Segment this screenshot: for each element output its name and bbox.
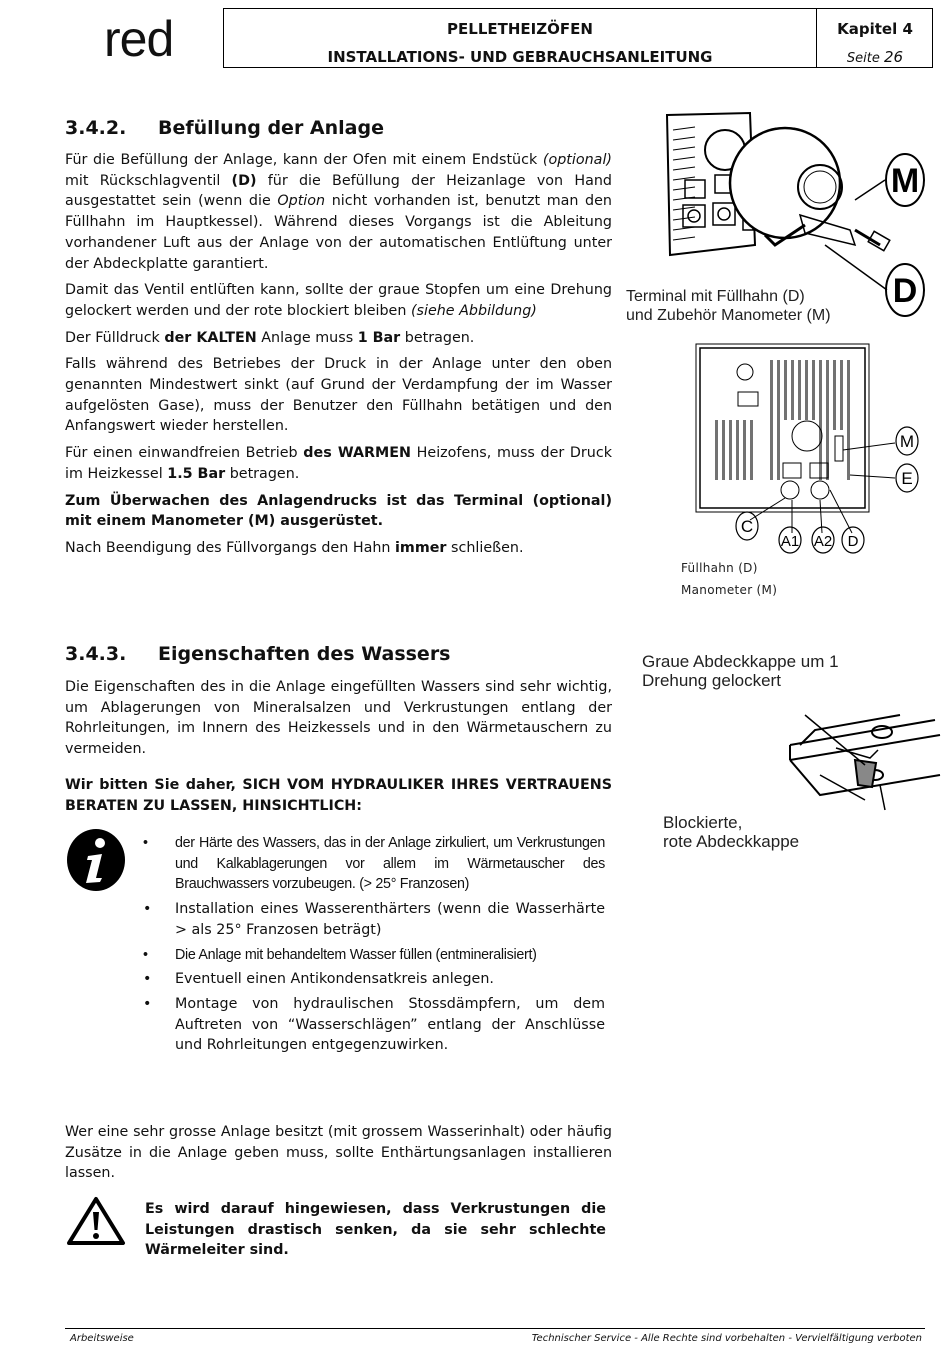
header-subtitle: INSTALLATIONS- UND GEBRAUCHSANLEITUNG <box>327 48 713 66</box>
warning-icon <box>66 1196 126 1246</box>
page-number: Seite 26 <box>846 48 904 66</box>
list-item: • Eventuell einen Antikondensatkreis anlegen. <box>137 969 605 990</box>
caps-figure <box>640 690 945 815</box>
footer-right: Technischer Service - Alle Rechte sind vorbehalten - Vervielfältigung verboten <box>531 1333 922 1344</box>
section-3-4-2-body <box>65 150 612 559</box>
warning-text: Es wird darauf hingewiesen, dass Verkrustungen die Leistungen drastisch senken, da sie sehr schlechte Wärmeleiter sind. <box>145 1201 606 1259</box>
label-a1: A1 <box>780 533 800 550</box>
label-d: D <box>847 533 859 550</box>
paragraph: Die Eigenschaften des in die Anlage eingefüllten Wassers sind sehr wichtig, um Ablagerungen von Mineralsalzen und Verkrustungen entlang der Rohrleitungen, im Innern des Heizkessels und in den Wärmetauschern zu vermeiden. <box>65 679 612 758</box>
front-panel-figure <box>680 340 930 555</box>
list-item: • Die Anlage mit behandeltem Wasser füllen (entmineralisiert) <box>137 945 605 966</box>
figure-caption: Füllhahn (D) Manometer (M) <box>681 561 778 597</box>
header-title: PELLETHEIZÖFEN <box>447 20 593 38</box>
label-m: M <box>890 162 920 200</box>
paragraph-bold: Wir bitten Sie daher, SICH VOM HYDRAULIKER IHRES VERTRAUENS BERATEN ZU LASSEN, HINSICHTLICH: <box>65 777 612 814</box>
section-heading-3-4-2: 3.4.2. Befüllung der Anlage <box>65 117 384 139</box>
chapter-label: Kapitel 4 <box>837 20 913 38</box>
paragraph-bold: Zum Überwachen des Anlagendrucks ist das Terminal (optional) mit einem Manometer (M) ausgerüstet. <box>65 492 612 530</box>
label-d: D <box>892 272 918 310</box>
paragraph: Falls während des Betriebes der Druck in der Anlage unter den oben genannten Mindestwert sinkt (auf Grund der Verdampfung der im Wasser aufgelösten Gase), muss der Benutzer den Füllhahn betätigen und den Anfangswert wieder herstellen. <box>65 356 612 435</box>
paragraph: Für einen einwandfreien Betrieb des WARMEN Heizofens, muss der Druck im Heizkessel 1.5 Bar betragen. <box>65 445 612 482</box>
section-heading-3-4-3: 3.4.3. Eigenschaften des Wassers <box>65 643 451 665</box>
list-item: • der Härte des Wassers, das in der Anlage zirkuliert, um Verkrustungen und Kalkablagerungen vor allem im Wärmetauscher des Brauchwassers vorzubeugen. (> 25° Franzosen) <box>137 833 605 895</box>
paragraph: Nach Beendigung des Füllvorgangs den Hahn immer schließen. <box>65 539 524 556</box>
paragraph: Damit das Ventil entlüften kann, sollte der graue Stopfen um eine Drehung gelockert werden und der rote blockiert bleiben (siehe Abbildung) <box>65 282 612 319</box>
label-m: M <box>899 432 915 451</box>
brand-logo: red <box>104 11 174 67</box>
figure-caption: Terminal mit Füllhahn (D) und Zubehör Manometer (M) <box>626 288 831 324</box>
footer-rule <box>65 1328 925 1329</box>
paragraph: Für die Befüllung der Anlage, kann der Ofen mit einem Endstück (optional) mit Rückschlagventil (D) für die Befüllung der Heizanlage von Hand ausgestattet sein (wenn die Option nicht vorhanden ist, benutzt man den Füllhahn im Hauptkessel). Während dieses Vorgangs ist die Ableitung vorhandener Luft aus der Anlage von der automatischen Entlüftung unter der Abdeckplatte garantiert. <box>65 152 612 272</box>
footer-left: Arbeitsweise <box>70 1333 134 1344</box>
info-icon <box>66 828 126 892</box>
figure-caption: Graue Abdeckkappe um 1 Drehung gelockert <box>642 652 839 690</box>
figure-caption: Blockierte, rote Abdeckkappe <box>663 813 800 851</box>
list-item: • Installation eines Wasserenthärters (wenn die Wasserhärte > als 25° Franzosen beträgt) <box>137 899 605 940</box>
label-c: C <box>740 517 754 536</box>
bullet-list <box>137 833 605 1060</box>
list-item: • Montage von hydraulischen Stossdämpfern, um dem Auftreten von “Wasserschlägen” entlang der Anschlüsse und Rohrleitungen entgegenzuwirken. <box>137 994 605 1056</box>
label-e: E <box>901 469 913 488</box>
paragraph: Wer eine sehr grosse Anlage besitzt (mit grossem Wasserinhalt) oder häufig Zusätze in die Anlage geben muss, sollte Enthärtungsanlagen installieren lassen. <box>65 1124 612 1182</box>
label-a2: A2 <box>813 533 833 550</box>
paragraph: Der Fülldruck der KALTEN Anlage muss 1 Bar betragen. <box>65 329 475 346</box>
